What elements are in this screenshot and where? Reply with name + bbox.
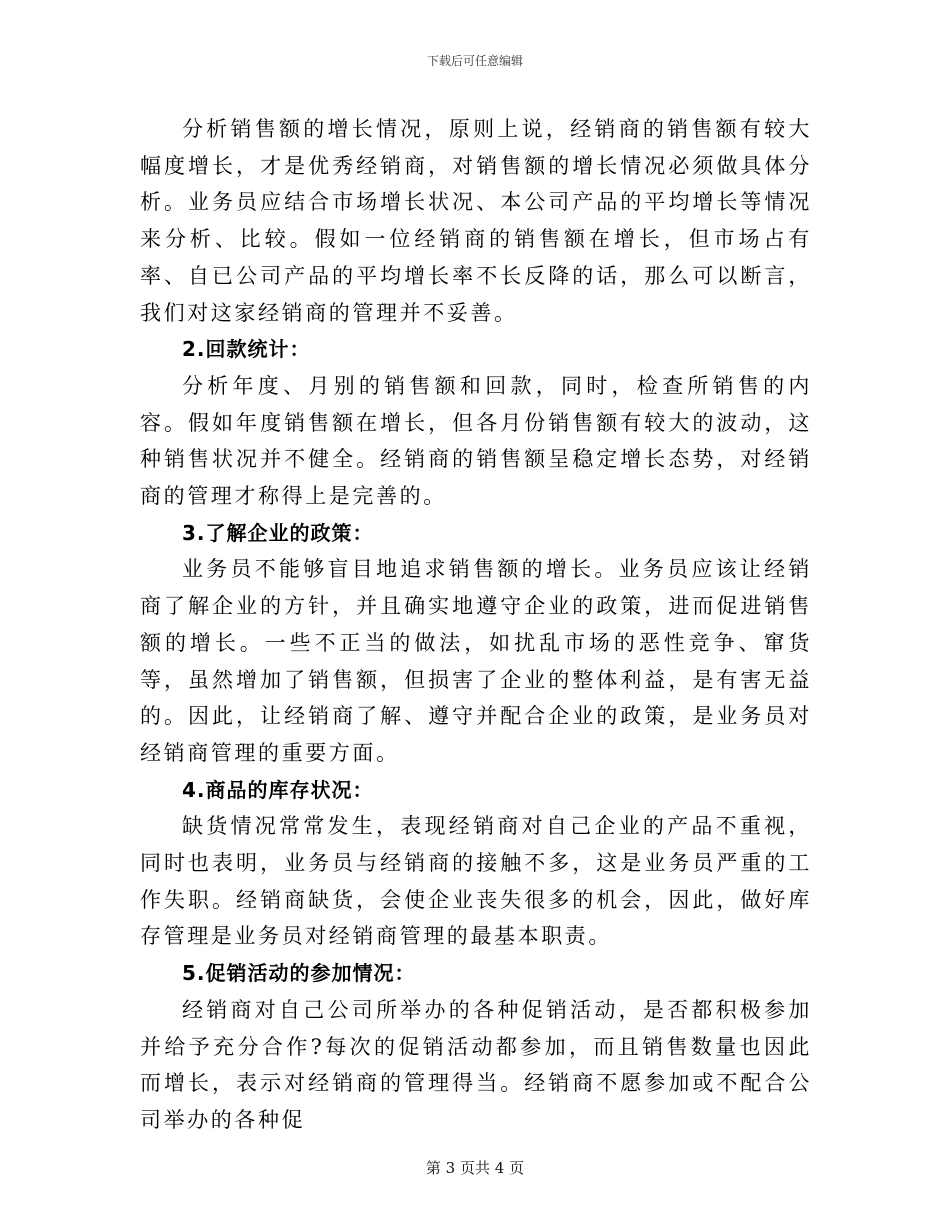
heading-promotion-participation: 5.促销活动的参加情况：: [182, 961, 416, 986]
paragraph-payment-statistics: 分析年度、月别的销售额和回款，同时，检查所销售的内容。假如年度销售额在增长，但各月份销售额有较大的波动，这种销售状况并不健全。经销商的销售额呈稳定增长态势，对经销商的管理才称得上是完善的。: [140, 373, 812, 509]
page-header: 下载后可任意编辑: [426, 54, 523, 68]
page-number-footer: 第 3 页共 4 页: [425, 1159, 525, 1177]
heading-inventory-status: 4.商品的库存状况：: [182, 777, 374, 802]
heading-company-policy: 3.了解企业的政策：: [182, 520, 374, 545]
paragraph-promotion-participation: 经销商对自己公司所举办的各种促销活动，是否都积极参加并给予充分合作?每次的促销活动都参加，而且销售数量也因此而增长，表示对经销商的管理得当。经销商不愿参加或不配合公司举办的各种促: [140, 997, 812, 1132]
document-body: [140, 111, 812, 1139]
paragraph-sales-growth: 分析销售额的增长情况，原则上说，经销商的销售额有较大幅度增长，才是优秀经销商，对销售额的增长情况必须做具体分析。业务员应结合市场增长状况、本公司产品的平均增长等情况来分析、比较。假如一位经销商的销售额在增长，但市场占有率、自已公司产品的平均增长率不长反降的话，那么可以断言，我们对这家经销商的管理并不妥善。: [140, 117, 812, 325]
paragraph-inventory-status: 缺货情况常常发生，表现经销商对自己企业的产品不重视，同时也表明，业务员与经销商的接触不多，这是业务员严重的工作失职。经销商缺货，会使企业丧失很多的机会，因此，做好库存管理是业务员对经销商管理的最基本职责。: [140, 814, 812, 949]
heading-payment-statistics: 2.回款统计：: [182, 337, 311, 362]
paragraph-company-policy: 业务员不能够盲目地追求销售额的增长。业务员应该让经销商了解企业的方针，并且确实地遵守企业的政策，进而促进销售额的增长。一些不正当的做法，如扰乱市场的恶性竞争、窜货等，虽然增加了销售额，但损害了企业的整体利益，是有害无益的。因此，让经销商了解、遵守并配合企业的政策，是业务员对经销商管理的重要方面。: [140, 557, 812, 765]
